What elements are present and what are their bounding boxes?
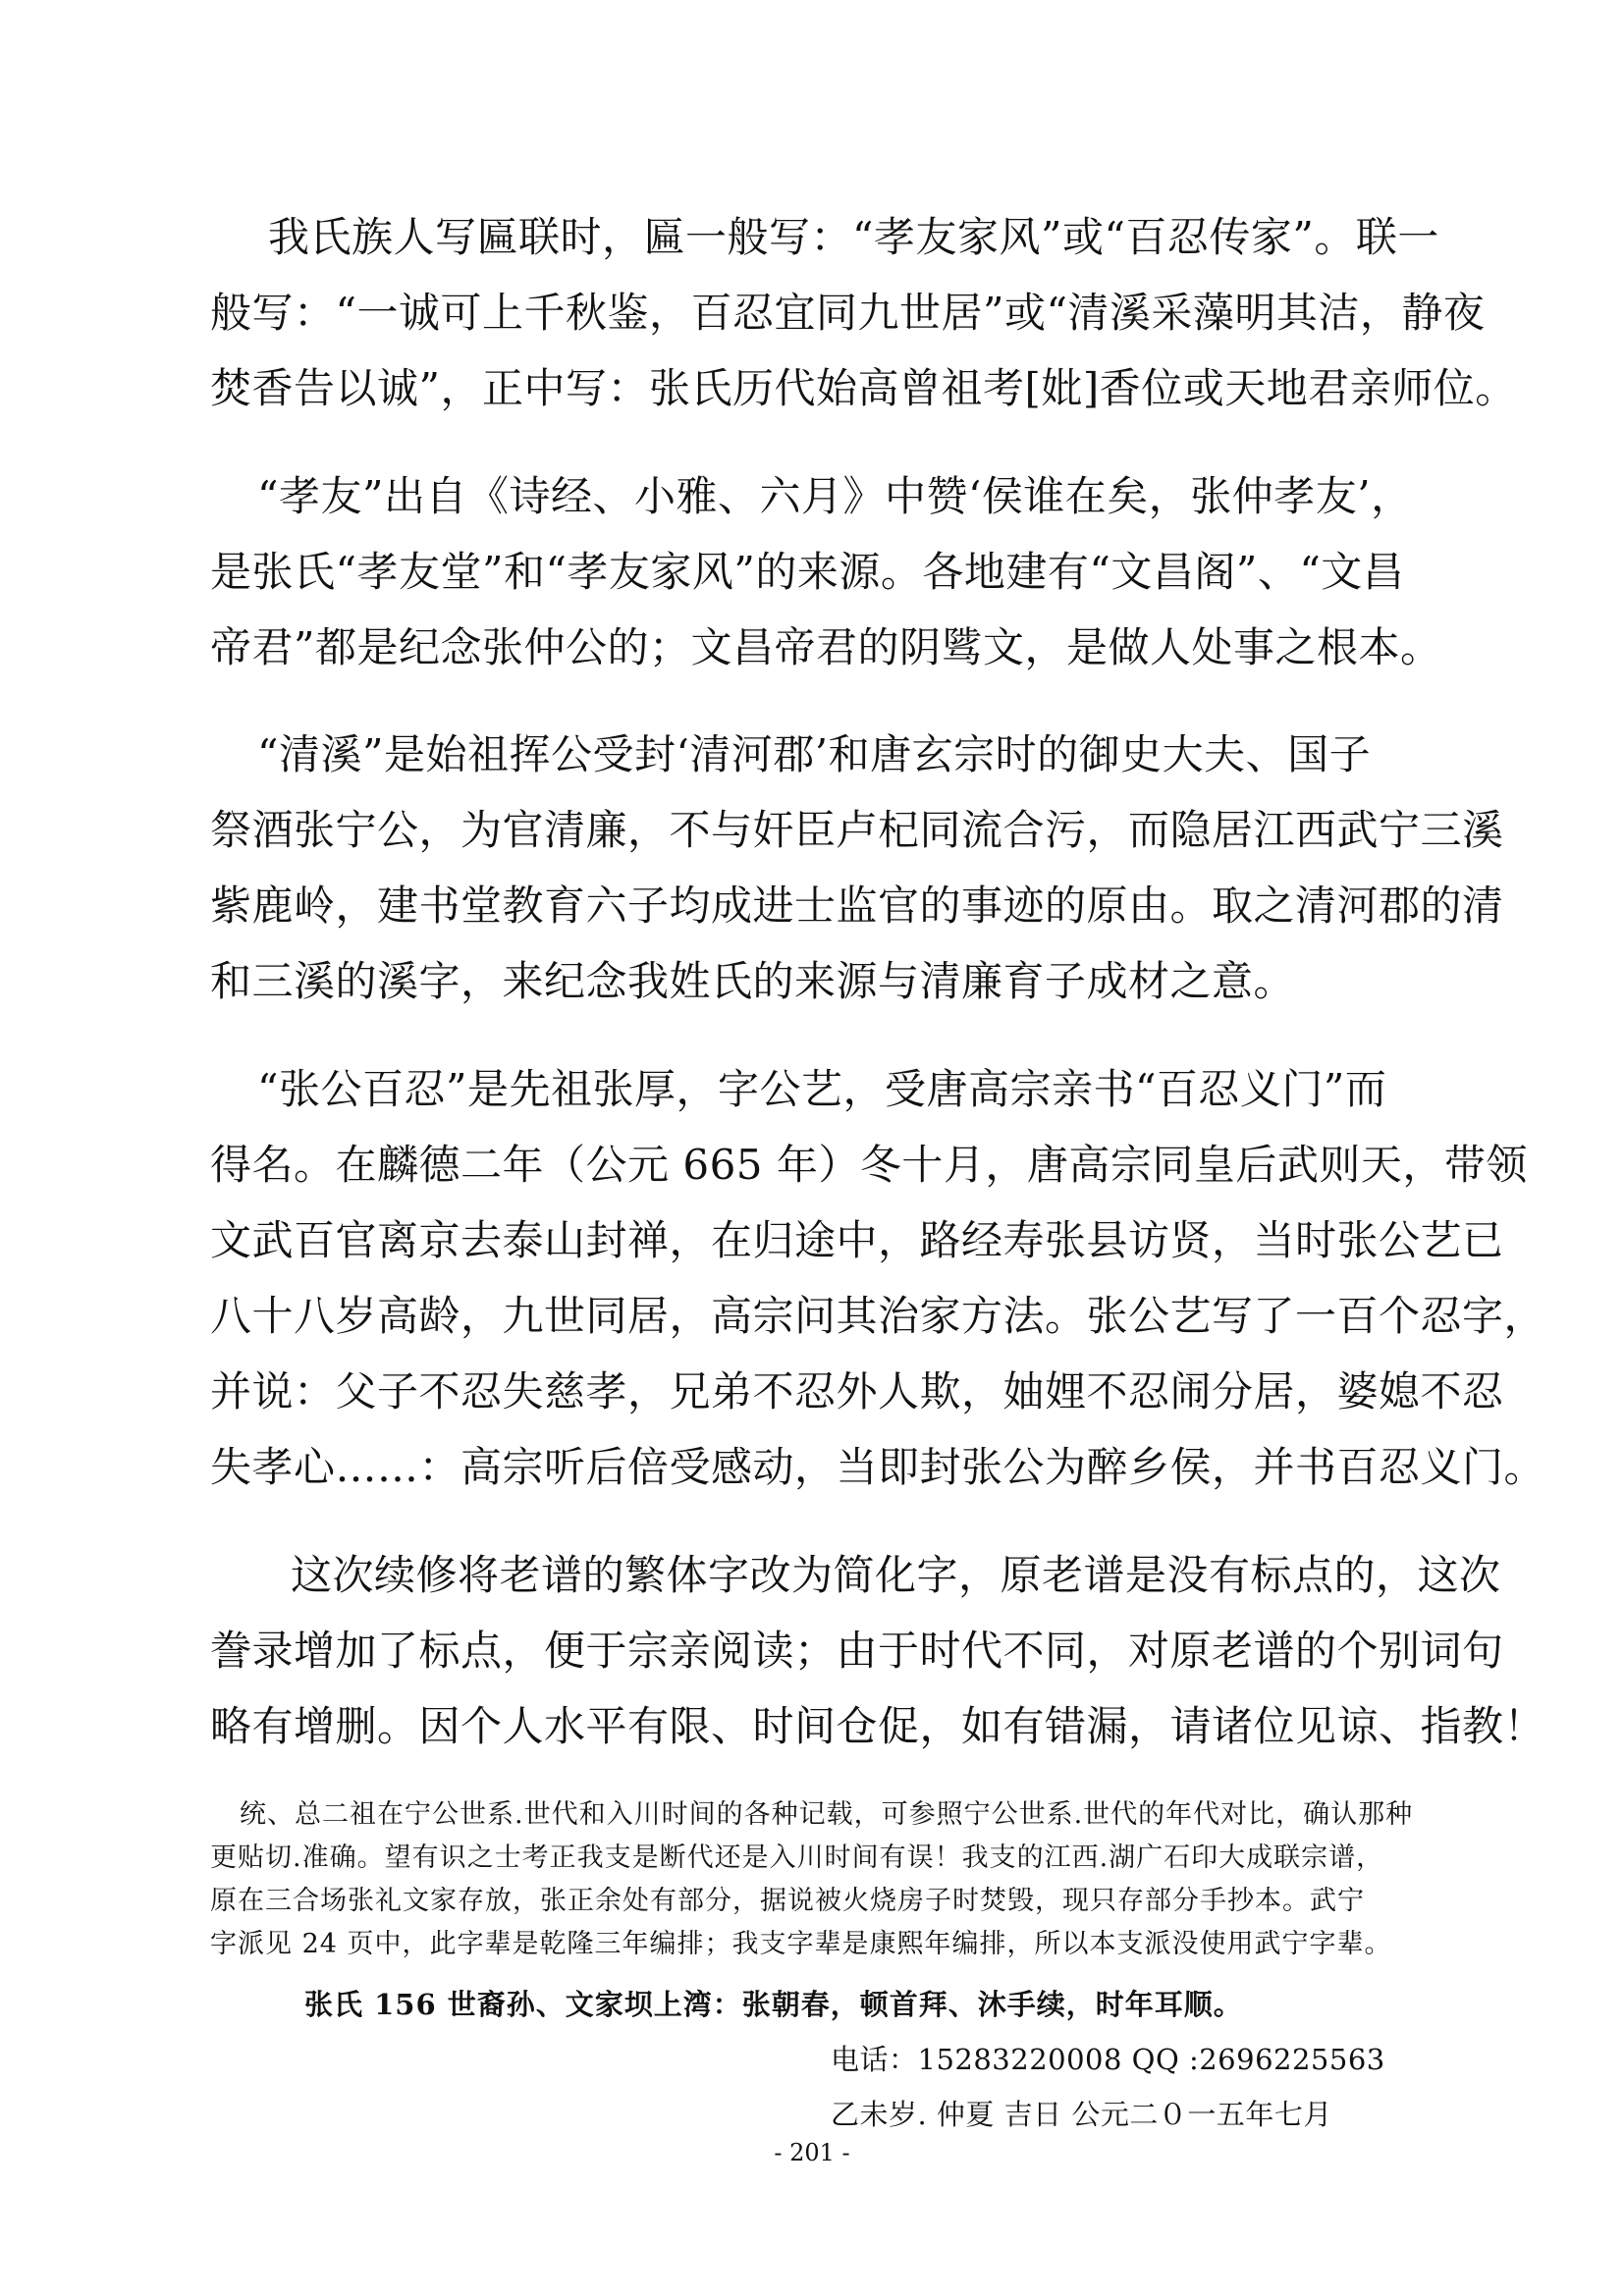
signature: 张氏 156 世裔孙、文家坝上湾：张朝春，顿首拜、沐手续，时年耳顺。 (304, 1988, 1243, 2021)
body-line: 得名。在麟德二年（公元 665 年）冬十月，唐高宗同皇后武则天，带领 (210, 1141, 1528, 1189)
body-line: 略有增删。因个人水平有限、时间仓促，如有错漏，请诸位见谅、指教！ (210, 1702, 1546, 1750)
body-line: 失孝心……：高宗听后倍受感动，当即封张公为醉乡侯，并书百忍义门。 (210, 1443, 1546, 1491)
note-line: 统、总二祖在宁公世系.世代和入川时间的各种记载，可参照宁公世系.世代的年代对比，确认那种 (240, 1799, 1414, 1830)
body-line: “张公百忍”是先祖张厚，字公艺，受唐高宗亲书“百忍义门”而 (257, 1065, 1387, 1113)
body-line: 焚香告以诚”，正中写：张氏历代始高曾祖考[妣]香位或天地君亲师位。 (210, 364, 1517, 412)
body-line: “孝友”出自《诗经、小雅、六月》中赞‘侯谁在矣，张仲孝友’， (257, 472, 1413, 520)
body-line: 文武百官离京去泰山封禅，在归途中，路经寿张县访贤，当时张公艺已 (210, 1216, 1504, 1264)
contact-info: 电话：15283220008 QQ :2696225563 (831, 2043, 1385, 2076)
body-line: 和三溪的溪字，来纪念我姓氏的来源与清廉育子成材之意。 (210, 957, 1296, 1005)
page-number: - 201 - (774, 2139, 850, 2166)
note-line: 更贴切.准确。望有识之士考正我支是断代还是入川时间有误！我支的江西.湖广石印大成联宗谱， (210, 1842, 1384, 1873)
date-line: 乙未岁. 仲夏 吉日 公元二０一五年七月 (831, 2098, 1332, 2131)
body-line: 誊录增加了标点，便于宗亲阅读；由于时代不同，对原老谱的个别词句 (210, 1627, 1504, 1675)
body-line: “清溪”是始祖挥公受封‘清河郡’和唐玄宗时的御史大夫、国子 (257, 730, 1372, 778)
note-line: 字派见 24 页中，此字辈是乾隆三年编排；我支字辈是康熙年编排，所以本支派没使用武宁字辈。 (210, 1929, 1392, 1959)
body-line: 八十八岁高龄，九世同居，高宗问其治家方法。张公艺写了一百个忍字， (210, 1292, 1546, 1340)
body-line: 紫鹿岭，建书堂教育六子均成进士监官的事迹的原由。取之清河郡的清 (210, 881, 1504, 930)
body-line: 并说：父子不忍失慈孝，兄弟不忍外人欺，妯娌不忍闹分居，婆媳不忍 (210, 1367, 1504, 1415)
body-line: 般写：“一诚可上千秋鉴，百忍宜同九世居”或“清溪采藻明其洁，静夜 (210, 289, 1486, 337)
body-line: 帝君”都是纪念张仲公的；文昌帝君的阴骘文，是做人处事之根本。 (210, 623, 1442, 671)
body-line: 这次续修将老谱的繁体字改为简化字，原老谱是没有标点的，这次 (291, 1551, 1501, 1599)
body-line: 是张氏“孝友堂”和“孝友家风”的来源。各地建有“文昌阁”、“文昌 (210, 548, 1405, 596)
body-line: 祭酒张宁公，为官清廉，不与奸臣卢杞同流合污，而隐居江西武宁三溪 (210, 806, 1504, 854)
body-line: 我氏族人写匾联时，匾一般写：“孝友家风”或“百忍传家”。联一 (268, 213, 1439, 261)
note-line: 原在三合场张礼文家存放，张正余处有部分，据说被火烧房子时焚毁，现只存部分手抄本。武宁 (210, 1886, 1365, 1916)
